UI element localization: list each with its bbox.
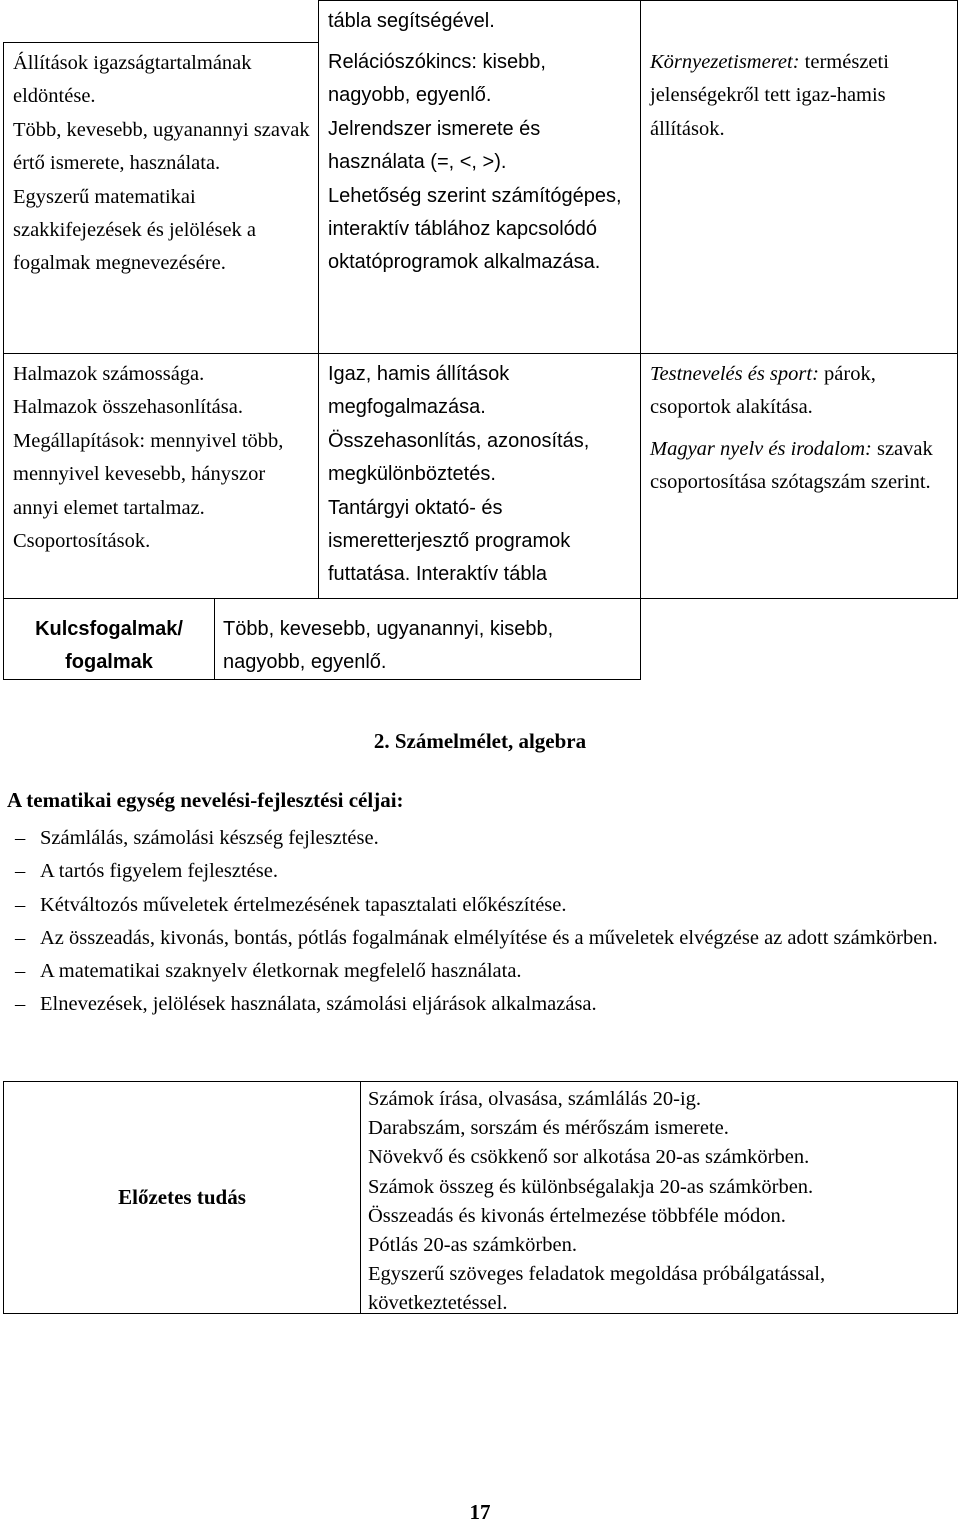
- cell-text: Megállapítások: mennyivel több, mennyivel kevesebb, hányszor annyi elemet tartalmaz. Csoportosítások.: [13, 429, 284, 553]
- list-item: – A tartós figyelem fejlesztése.: [7, 855, 957, 888]
- table-cell-skills-1: [3, 42, 319, 354]
- key-concepts-value: Több, kevesebb, ugyanannyi, kisebb, nagyobb, egyenlő.: [214, 598, 641, 680]
- cell-text: Egyszerű matematikai szakkifejezések és jelölések a fogalmak megnevezésére.: [13, 185, 257, 275]
- cell-text: tábla segítségével.: [328, 10, 495, 32]
- cell-text: Lehetőség szerint számítógépes, interaktív táblához kapcsolódó oktatóprogramok alkalmazása.: [328, 184, 622, 274]
- section-title: 2. Számelmélet, algebra: [373, 729, 587, 753]
- cell-text: Relációszókincs: kisebb, nagyobb, egyenlő.: [328, 51, 546, 107]
- table-cell-continuation: [318, 0, 641, 42]
- table-cell-empty: [640, 0, 958, 42]
- subject-name: Környezetismeret:: [650, 51, 800, 73]
- list-item: Darabszám, sorszám és mérőszám ismerete.: [368, 1117, 729, 1140]
- cell-text: Jelrendszer ismerete és használata (=, <, >).: [328, 117, 541, 174]
- list-item: Egyszerű szöveges feladatok megoldása próbálgatással, következtetéssel.: [368, 1263, 826, 1315]
- prior-knowledge-table: [3, 1081, 958, 1314]
- cell-text: Tantárgyi oktató- és ismeretterjesztő programok futtatása. Interaktív tábla: [328, 496, 571, 586]
- list-item: – A matematikai szaknyelv életkornak megfelelő használata.: [7, 955, 957, 988]
- cell-text: Több, kevesebb, ugyanannyi szavak értő ismerete, használata.: [13, 118, 310, 175]
- cell-text: Igaz, hamis állítások megfogalmazása.: [328, 363, 510, 419]
- dash-bullet-icon: –: [15, 860, 26, 883]
- key-concepts-label: Kulcsfogalmak/ fogalmak: [3, 598, 215, 680]
- cell-text: természeti jelenségekről tett igaz-hamis állítások.: [650, 51, 889, 140]
- prior-knowledge-label: Előzetes tudás: [3, 1081, 361, 1314]
- list-item: Számok írása, olvasása, számlálás 20-ig.: [368, 1088, 702, 1110]
- table-cell-links-2: [640, 353, 958, 599]
- list-item: Számok összeg és különbségalakja 20-as számkörben.: [368, 1175, 814, 1198]
- prior-knowledge-content: [360, 1081, 958, 1314]
- goals-title: A tematikai egység nevelési-fejlesztési céljai:: [7, 788, 404, 812]
- table-cell-activities-1: [318, 42, 641, 354]
- table-cell-links-1: [640, 42, 958, 354]
- dash-bullet-icon: –: [15, 827, 26, 849]
- subject-name: Testnevelés és sport:: [650, 363, 819, 385]
- dash-bullet-icon: –: [15, 960, 26, 983]
- cell-text: Összehasonlítás, azonosítás, megkülönböztetés.: [328, 429, 590, 486]
- list-item: – Kétváltozós műveletek értelmezésének tapasztalati előkészítése.: [7, 889, 957, 922]
- list-item: – Számlálás, számolási készség fejlesztése.: [7, 822, 957, 855]
- table-cell-activities-2: [318, 353, 641, 599]
- dash-bullet-icon: –: [15, 926, 26, 949]
- table-cell-skills-2: [3, 353, 319, 599]
- dash-bullet-icon: –: [15, 893, 26, 916]
- dash-bullet-icon: –: [15, 993, 26, 1016]
- cell-text: szavak csoportosítása szótagszám szerint.: [650, 437, 933, 494]
- cell-text: Állítások igazságtartalmának eldöntése.: [13, 52, 252, 108]
- list-item: Pótlás 20-as számkörben.: [368, 1234, 577, 1257]
- cell-text: Halmazok összehasonlítása.: [13, 396, 243, 419]
- subject-name: Magyar nyelv és irodalom:: [650, 437, 872, 460]
- page-number: 17: [469, 1500, 491, 1524]
- goals-list: [7, 822, 957, 1022]
- list-item: – Az összeadás, kivonás, bontás, pótlás fogalmának elmélyítése és a műveletek elvégzése az adott számkörben.: [7, 922, 957, 955]
- list-item: Összeadás és kivonás értelmezése többféle módon.: [368, 1204, 786, 1227]
- cell-text: Halmazok számossága.: [13, 363, 205, 385]
- list-item: – Elnevezések, jelölések használata, számolási eljárások alkalmazása.: [7, 988, 957, 1021]
- cell-text: párok, csoportok alakítása.: [650, 363, 876, 419]
- list-item: Növekvő és csökkenő sor alkotása 20-as számkörben.: [368, 1146, 810, 1169]
